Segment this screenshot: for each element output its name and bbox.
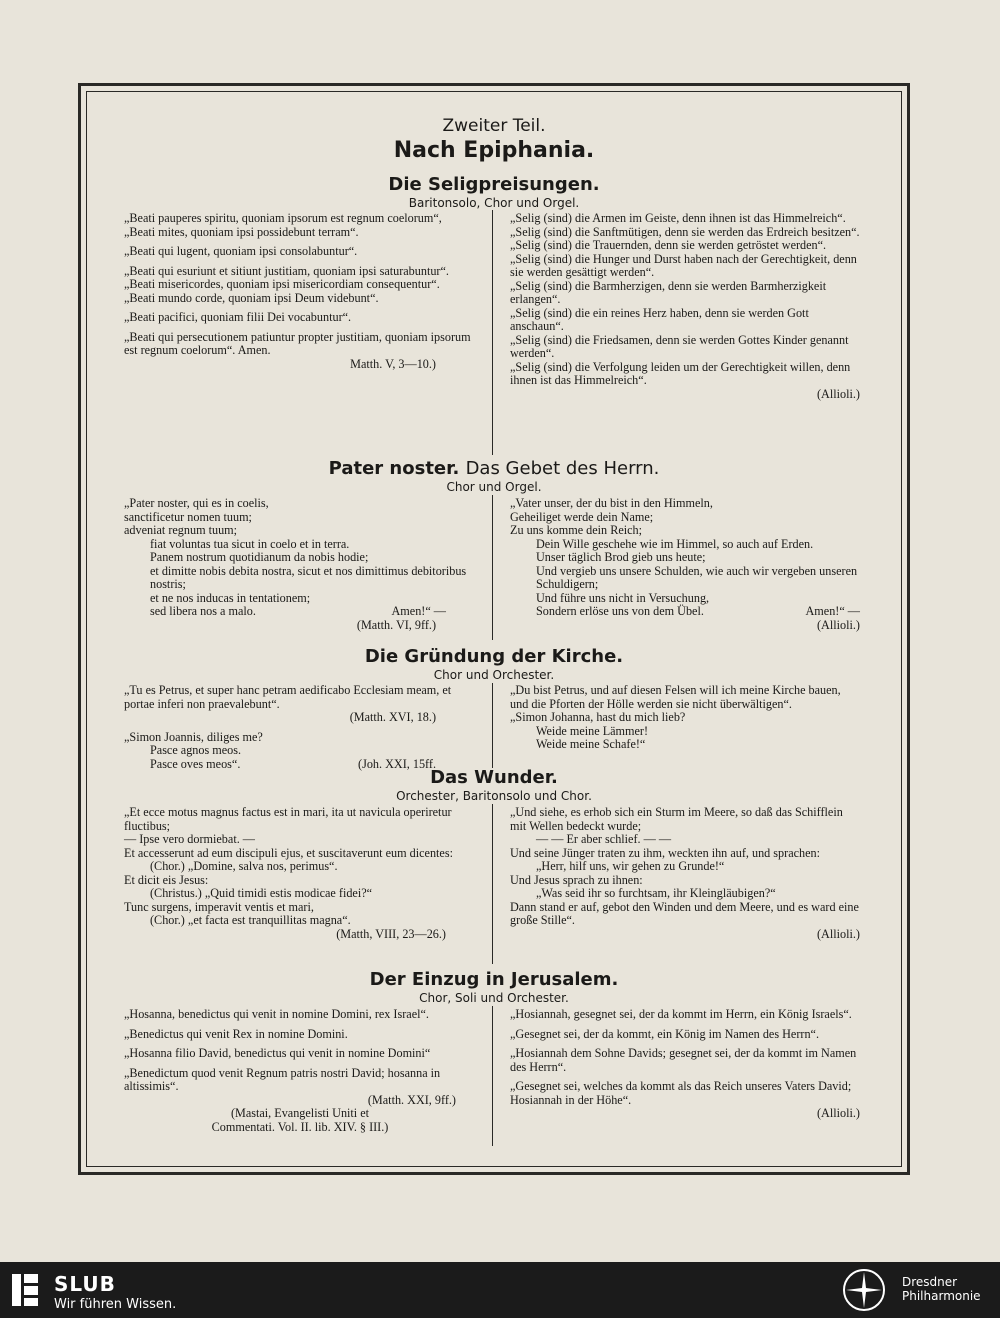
verse: Und vergieb uns unsere Schulden, wie auch wir vergeben unseren Schuldigern; (536, 563, 858, 591)
source-citation: (Mastai, Evangelisti Uniti et (230, 1106, 370, 1120)
verse: „Beati mites, quoniam ipsi possidebunt terram“. (124, 224, 359, 239)
amen: Amen!“ — (391, 604, 446, 618)
source-citation: Commentati. Vol. II. lib. XIV. § III.) (211, 1119, 389, 1134)
latin-column (124, 212, 476, 371)
main-title: Nach Epiphania. (393, 138, 595, 163)
verse: „Simon Joannis, diliges me? (124, 729, 263, 744)
verse: adveniat regnum tuum; (124, 523, 238, 537)
philharmonie-line1: Dresdner (902, 1275, 958, 1289)
verse: (Christus.) „Quid timidi estis modicae fidei?“ (150, 886, 373, 900)
verse: sanctificetur nomen tuum; (124, 509, 252, 524)
slub-name: SLUB (54, 1272, 116, 1296)
section-title-gruendung: Die Gründung der Kirche. (364, 646, 624, 667)
section-title-einzug: Der Einzug in Jerusalem. (369, 969, 619, 990)
scripture-reference: (Matth, VIII, 23—26.) (336, 926, 446, 941)
verse: „Benedictum quod venit Regnum patris nostri David; hosanna in altissimis“. (124, 1065, 441, 1093)
verse: Panem nostrum quotidianum da nobis hodie; (150, 550, 369, 564)
verse-text: sed libera nos a malo. (150, 604, 256, 618)
column-divider (492, 495, 493, 640)
verse: „Selig (sind) die ein reines Herz haben, denn sie werden Gott anschaun“. (510, 305, 809, 333)
verse: „Beati pacifici, quoniam filii Dei vocabuntur“. (124, 310, 352, 324)
scripture-reference: (Matth. XVI, 18.) (349, 710, 436, 724)
verse: Geheiliget werde dein Name; (510, 509, 654, 524)
verse: Dann stand er auf, gebot den Winden und dem Meere, und es ward eine große Stille“. (510, 899, 859, 927)
german-column (510, 212, 860, 401)
verse: „Selig (sind) die Sanftmütigen, denn sie werden das Erdreich besitzen“. (510, 224, 860, 239)
footer-bar (0, 1262, 1000, 1318)
verse: „Hosiannah, gesegnet sei, der da kommt im Herrn, ein König Israels“. (510, 1007, 852, 1021)
scripture-reference: (Matth. VI, 9ff.) (356, 617, 436, 632)
verse: „Beati qui esuriunt et sitiunt justitiam, quoniam ipsi saturabuntur“. (124, 263, 449, 278)
german-column (510, 806, 860, 941)
verse: „Hosanna filio David, benedictus qui venit in nomine Domini“ (124, 1046, 431, 1060)
translation-reference: (Allioli.) (817, 617, 860, 632)
verse: Zu uns komme dein Reich; (510, 523, 643, 537)
verse: Weide meine Schafe!“ (536, 737, 646, 751)
verse: „Was seid ihr so furchtsam, ihr Kleingläubigen?“ (536, 886, 776, 900)
verse: „Beati mundo corde, quoniam ipsi Deum videbunt“. (124, 290, 379, 305)
latin-column (124, 684, 476, 771)
verse: „Herr, hilf uns, wir gehen zu Grunde!“ (536, 859, 725, 873)
scripture-reference: (Matth. XXI, 9ff.) (367, 1092, 456, 1107)
verse (510, 605, 860, 619)
philharmonie-logo-icon (842, 1268, 886, 1312)
german-column (510, 1008, 860, 1121)
verse: Und führe uns nicht in Versuchung, (536, 590, 710, 605)
verse: „Tu es Petrus, et super hanc petram aedificabo Ecclesiam meam, et portae inferi non praevalebunt“. (124, 683, 452, 711)
verse: „Beati misericordes, quoniam ipsi misericordiam consequentur“. (124, 277, 440, 291)
verse: et dimitte nobis debita nostra, sicut et nos dimittimus debitoribus nostris; (150, 563, 467, 591)
verse: „Hosiannah dem Sohne Davids; gesegnet sei, der da kommt im Namen des Herrn“. (510, 1046, 857, 1074)
amen: Amen!“ — (805, 604, 860, 618)
slub-logo-icon (10, 1272, 40, 1308)
verse: Und seine Jünger traten zu ihm, weckten ihn auf, und sprachen: (510, 845, 821, 860)
verse: Weide meine Lämmer! (536, 723, 649, 738)
verse: „Pater noster, qui es in coelis, (124, 496, 269, 510)
verse: „Vater unser, der du bist in den Himmeln, (510, 496, 713, 510)
verse: „Selig (sind) die Friedsamen, denn sie werden Gottes Kinder genannt werden“. (510, 332, 849, 360)
verse: Et dicit eis Jesus: (124, 872, 209, 887)
verse: Tunc surgens, imperavit ventis et mari, (124, 899, 314, 914)
verse: Und Jesus sprach zu ihnen: (510, 872, 643, 887)
verse: „Benedictus qui venit Rex in nomine Domini. (124, 1026, 348, 1041)
section-title-wunder: Das Wunder. (430, 767, 558, 788)
section-subtitle: Orchester, Baritonsolo und Chor. (396, 789, 592, 803)
verse (124, 605, 476, 619)
verse: „Et ecce motus magnus factus est in mari, ita ut navicula operiretur fluctibus; (124, 805, 452, 833)
slub-tagline: Wir führen Wissen. (54, 1297, 177, 1312)
section-title-seligpreisungen: Die Seligpreisungen. (388, 174, 600, 195)
verse: (Chor.) „Domine, salva nos, perimus“. (150, 859, 338, 873)
verse: „Hosanna, benedictus qui venit in nomine Domini, rex Israel“. (124, 1007, 429, 1021)
latin-column (124, 806, 476, 941)
section-subtitle: Chor und Orchester. (433, 668, 555, 682)
verse: „Gesegnet sei, welches da kommt als das Reich unseres Vaters David; Hosiannah in der Höhe“. (510, 1079, 852, 1107)
german-column (510, 684, 860, 752)
section-title-latin: Pater noster. (328, 458, 460, 479)
verse-text: Sondern erlöse uns von dem Übel. (536, 604, 704, 618)
verse: fiat voluntas tua sicut in coelo et in terra. (150, 536, 350, 551)
verse: — Ipse vero dormiebat. — (124, 832, 255, 846)
verse: „Selig (sind) die Hunger und Durst haben nach der Gerechtigkeit, denn sie werden gesättigt werden“. (510, 251, 857, 279)
philharmonie-line2: Philharmonie (902, 1289, 981, 1303)
latin-column (124, 1008, 476, 1134)
verse: „Simon Johanna, hast du mich lieb? (510, 710, 686, 724)
verse: (Chor.) „et facta est tranquillitas magna“. (150, 913, 351, 927)
philharmonie-name (902, 1275, 981, 1303)
scripture-reference: (Joh. XXI, 15ff. (358, 756, 436, 771)
verse: Dein Wille geschehe wie im Himmel, so auch auf Erden. (536, 536, 814, 551)
section-title-pater-noster (86, 458, 902, 479)
verse: et ne nos inducas in tentationem; (150, 590, 311, 605)
column-divider (492, 210, 493, 455)
verse: „Selig (sind) die Barmherzigen, denn sie werden Barmherzigkeit erlangen“. (510, 278, 827, 306)
column-divider (492, 683, 493, 768)
section-subtitle: Baritonsolo, Chor und Orgel. (408, 196, 580, 210)
translation-reference: (Allioli.) (817, 926, 860, 941)
section-subtitle: Chor, Soli und Orchester. (419, 991, 569, 1005)
section-subtitle: Chor und Orgel. (446, 480, 542, 494)
verse: Et accesserunt ad eum discipuli ejus, et suscitaverunt eum dicentes: (124, 845, 453, 860)
verse: „Selig (sind) die Trauernden, denn sie werden getröstet werden“. (510, 238, 827, 252)
verse: „Gesegnet sei, der da kommt, ein König im Namen des Herrn“. (510, 1026, 819, 1041)
verse: „Beati pauperes spiritu, quoniam ipsorum est regnum coelorum“, (124, 211, 442, 225)
verse: Pasce agnos meos. (150, 743, 242, 757)
verse: — — Er aber schlief. — — (536, 832, 672, 846)
verse: „Beati qui lugent, quoniam ipsi consolabuntur“. (124, 244, 358, 258)
column-divider (492, 1006, 493, 1146)
verse: Unser täglich Brod gieb uns heute; (536, 550, 706, 564)
translation-reference: (Allioli.) (817, 386, 860, 401)
part-heading: Zweiter Teil. (442, 116, 546, 136)
scripture-reference: Matth. V, 3—10.) (350, 356, 436, 371)
verse: „Du bist Petrus, und auf diesen Felsen will ich meine Kirche bauen, und die Pforten der Hölle werden sie nicht überwältigen“. (510, 683, 841, 711)
verse: „Selig (sind) die Verfolgung leiden um der Gerechtigkeit willen, denn ihnen ist das Himmelreich“. (510, 359, 851, 387)
section-title-german: Das Gebet des Herrn. (465, 458, 660, 479)
translation-reference: (Allioli.) (817, 1106, 860, 1120)
latin-column (124, 497, 476, 632)
german-column (510, 497, 860, 632)
verse: „Und siehe, es erhob sich ein Sturm im Meere, so daß das Schifflein mit Wellen bedeckt wurde; (510, 805, 843, 833)
verse: „Beati qui persecutionem patiuntur propter justitiam, quoniam ipsorum est regnum coelorum“. Amen. (124, 329, 471, 357)
verse-text: Pasce oves meos“. (150, 756, 241, 771)
verse: „Selig (sind) die Armen im Geiste, denn ihnen ist das Himmelreich“. (510, 211, 846, 225)
column-divider (492, 804, 493, 964)
